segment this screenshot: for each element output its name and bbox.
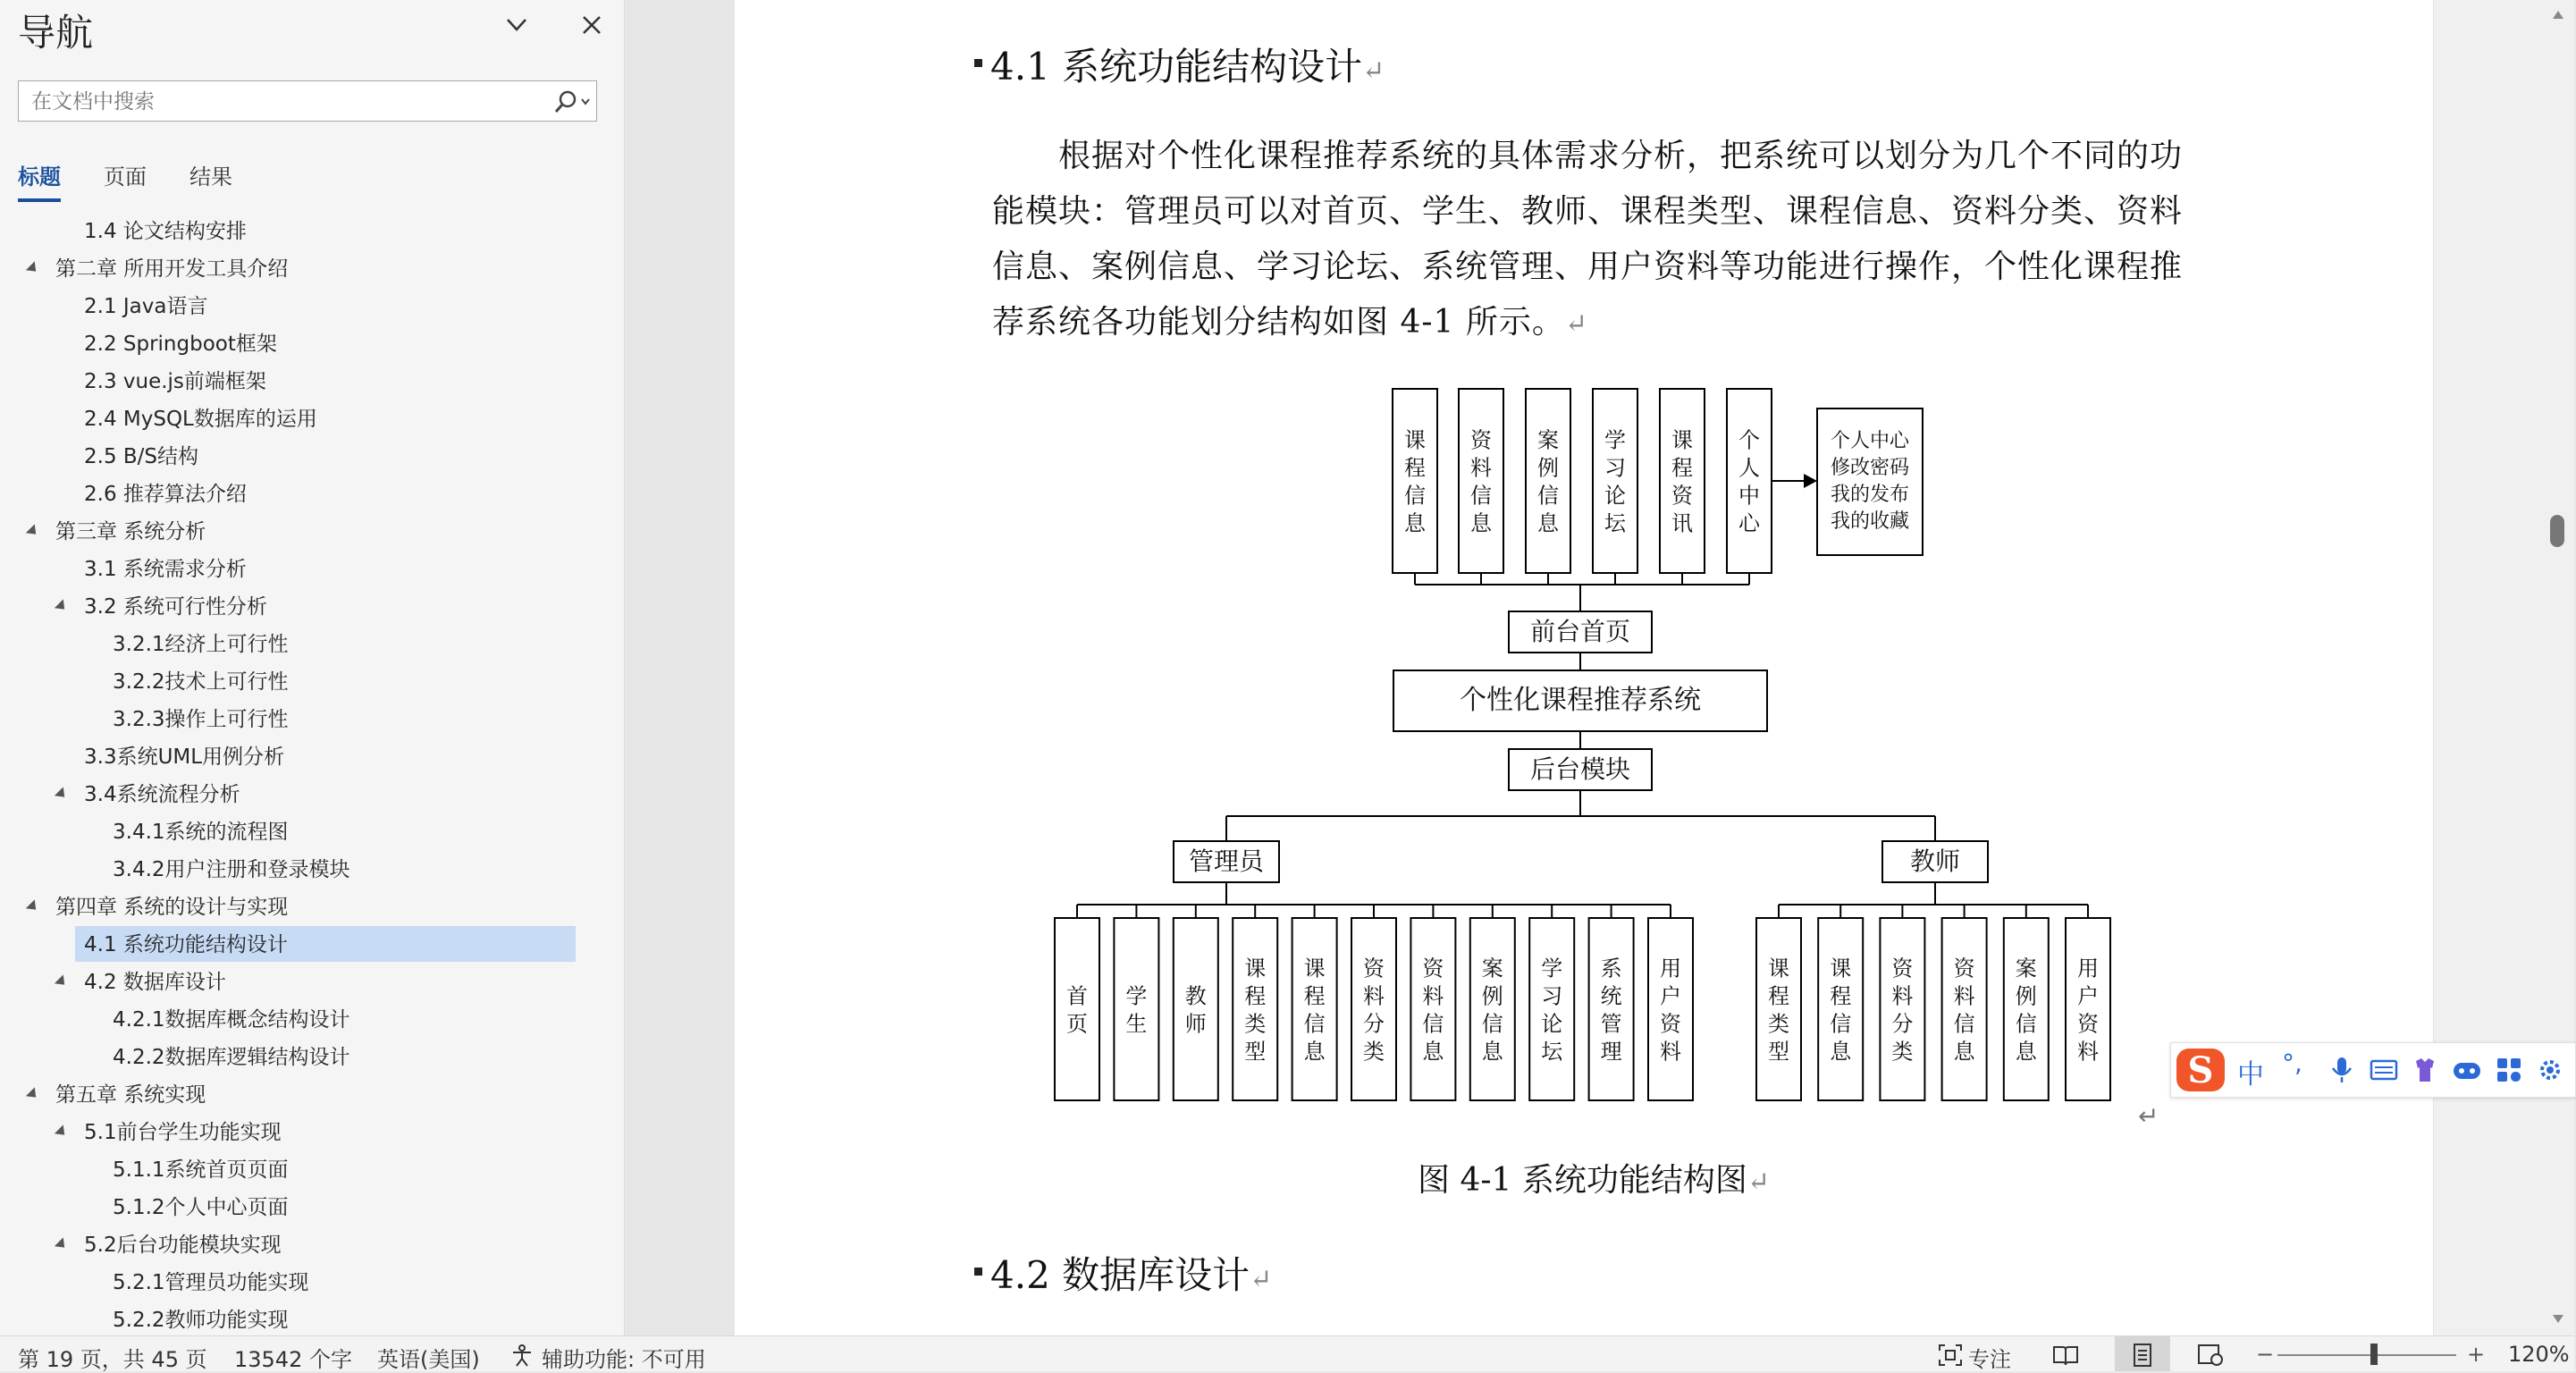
expand-triangle-icon[interactable] (55, 1125, 69, 1139)
admin-module-box-char: 信 (1303, 1011, 1326, 1037)
teacher-module-box-char: 类 (1891, 1039, 1914, 1065)
zoom-slider-thumb[interactable] (2370, 1344, 2378, 1365)
tab-headings[interactable]: 标题 (18, 164, 61, 190)
admin-module-box-char: 类 (1244, 1011, 1267, 1037)
tree-item[interactable]: 3.4.2用户注册和登录模块 (113, 858, 350, 881)
search-icon[interactable] (548, 87, 593, 117)
personal-center-item: 修改密码 (1830, 457, 1910, 479)
front-module-box-char: 例 (1537, 455, 1559, 481)
admin-module-box-char: 例 (1481, 983, 1503, 1009)
ime-toolbar (2170, 1042, 2576, 1098)
teacher-module-box-char: 料 (1953, 983, 1975, 1009)
expand-triangle-icon[interactable] (55, 787, 69, 801)
heading-4-2[interactable]: 4.2 数据库设计↵ (990, 1253, 1273, 1297)
status-bar (0, 1335, 2574, 1371)
teacher-module-box-char: 用 (2077, 956, 2099, 981)
tree-item[interactable]: 3.3系统UML用例分析 (84, 745, 285, 769)
ime-mode[interactable]: 中 (2237, 1059, 2264, 1091)
front-module-box (1526, 389, 1570, 573)
teacher-module-box (2004, 918, 2049, 1100)
front-module-box-char: 息 (1404, 510, 1426, 536)
focus-icon[interactable] (1938, 1344, 1963, 1367)
front-module-box-char: 案 (1537, 427, 1559, 453)
front-module-box-char: 人 (1738, 455, 1760, 481)
teacher-module-box-char: 程 (1768, 983, 1789, 1009)
tree-item[interactable]: 第三章 系统分析 (55, 520, 206, 543)
tree-item[interactable]: 第四章 系统的设计与实现 (55, 896, 289, 919)
svg-text:S: S (2187, 1049, 2214, 1091)
web-layout-icon[interactable] (2197, 1344, 2224, 1367)
tree-item[interactable]: 2.1 Java语言 (84, 295, 208, 318)
front-module-box-char: 资 (1671, 483, 1693, 509)
front-module-box-char: 课 (1404, 427, 1426, 453)
tree-item[interactable]: 5.2后台功能模块实现 (84, 1234, 282, 1257)
navigation-pane (0, 0, 625, 1335)
front-module-box-char: 料 (1470, 455, 1492, 481)
admin-module-box-char: 息 (1303, 1039, 1326, 1065)
tree-item[interactable]: 4.1 系统功能结构设计 (84, 933, 288, 956)
microphone-icon[interactable] (2328, 1056, 2355, 1084)
teacher-module-box-char: 案 (2015, 956, 2037, 981)
scroll-up-icon[interactable] (2550, 7, 2566, 23)
tree-item[interactable]: 2.6 推荐算法介绍 (84, 483, 247, 506)
admin-module-box (1589, 918, 1634, 1100)
tree-item[interactable]: 5.1前台学生功能实现 (84, 1121, 282, 1144)
expand-triangle-icon[interactable] (26, 524, 40, 538)
front-module-box-char: 讯 (1671, 510, 1693, 536)
front-module-box-char: 程 (1671, 455, 1693, 481)
teacher-module-box-char: 信 (2015, 1011, 2037, 1037)
teacher-module-box-char: 户 (2077, 983, 2099, 1009)
function-structure-diagram (1037, 375, 2145, 1108)
expand-triangle-icon[interactable] (55, 599, 69, 613)
admin-module-box (1470, 918, 1515, 1100)
front-module-box-char: 信 (1404, 483, 1426, 509)
admin-module-box (1174, 918, 1218, 1100)
front-module-box (1727, 389, 1772, 573)
tree-item[interactable]: 5.1.1系统首页页面 (113, 1158, 289, 1182)
heading-tree (0, 209, 624, 1332)
settings-icon[interactable] (2536, 1056, 2564, 1084)
figure-caption: 图 4-1 系统功能结构图↵ (1418, 1162, 1771, 1199)
front-module-box (1660, 389, 1705, 573)
admin-module-box-char: 首 (1066, 983, 1088, 1009)
admin-module-box-char: 理 (1600, 1039, 1622, 1065)
nav-title: 导航 (18, 12, 94, 54)
admin-module-box (1114, 918, 1158, 1100)
front-module-box (1593, 389, 1637, 573)
front-module-box-char: 息 (1470, 510, 1492, 536)
admin-module-box-char: 分 (1363, 1011, 1385, 1037)
personal-center-item: 我的发布 (1830, 484, 1910, 506)
admin-module-box-char: 论 (1541, 1011, 1563, 1037)
admin-module-box-char: 型 (1244, 1039, 1267, 1065)
tree-item[interactable]: 3.4系统流程分析 (84, 783, 240, 806)
teacher-module-box-char: 料 (2077, 1039, 2099, 1065)
teacher-module-box-char: 课 (1768, 956, 1789, 981)
tree-item[interactable]: 5.1.2个人中心页面 (113, 1196, 289, 1219)
teacher-module-box-char: 程 (1830, 983, 1852, 1009)
word-count[interactable]: 13542 个字 (234, 1347, 352, 1372)
front-module-box-char: 心 (1738, 510, 1760, 536)
keyboard-icon[interactable] (2370, 1057, 2398, 1082)
admin-module-box-char: 学 (1125, 983, 1148, 1009)
paragraph-mark: ↵ (2138, 1101, 2159, 1131)
teacher-module-box-char: 信 (1830, 1011, 1852, 1037)
teacher-module-box-char: 息 (1953, 1039, 1975, 1065)
sogou-logo-icon[interactable] (2175, 1047, 2227, 1093)
page-count[interactable]: 第 19 页，共 45 页 (18, 1347, 207, 1372)
vertical-scrollbar[interactable] (2434, 0, 2574, 1335)
print-layout-icon (2131, 1344, 2154, 1367)
admin-module-box-char: 资 (1660, 1011, 1681, 1037)
admin-module-box (1648, 918, 1693, 1100)
teacher-module-box-char: 例 (2015, 983, 2037, 1009)
zoom-out-button[interactable]: − (2256, 1342, 2275, 1367)
tree-item[interactable]: 3.4.1系统的流程图 (113, 821, 289, 844)
tree-item[interactable]: 第二章 所用开发工具介绍 (55, 257, 289, 281)
teacher-module-box (1818, 918, 1863, 1100)
expand-triangle-icon[interactable] (26, 261, 40, 275)
admin-module-box (1055, 918, 1099, 1100)
front-module-box (1459, 389, 1503, 573)
admin-module-box-char: 资 (1422, 956, 1444, 981)
front-module-box-char: 程 (1404, 455, 1426, 481)
print-layout-button[interactable] (2115, 1336, 2170, 1371)
zoom-slider[interactable] (2277, 1354, 2456, 1356)
scroll-thumb[interactable] (2550, 515, 2564, 547)
teacher-module-box-char: 型 (1768, 1039, 1789, 1065)
tree-item[interactable]: 5.2.2教师功能实现 (113, 1309, 289, 1332)
zoom-level[interactable]: 120% (2508, 1342, 2570, 1367)
admin-module-box-char: 程 (1244, 983, 1267, 1009)
teacher-module-box-char: 息 (1830, 1039, 1852, 1065)
tree-item[interactable]: 3.2.1经济上可行性 (113, 633, 289, 656)
admin-module-box-char: 学 (1541, 956, 1563, 981)
admin-module-box-char: 户 (1660, 983, 1681, 1009)
arrow-head (1804, 474, 1817, 488)
tree-item[interactable]: 4.2.2数据库逻辑结构设计 (113, 1046, 350, 1069)
search-box (18, 80, 597, 122)
front-module-box-char: 中 (1738, 483, 1760, 509)
tab-pages[interactable]: 页面 (104, 164, 147, 190)
admin-module-box-char: 课 (1244, 956, 1267, 981)
admin-module-box-char: 类 (1363, 1039, 1385, 1065)
language[interactable]: 英语(美国) (377, 1347, 480, 1372)
heading-marker (974, 59, 982, 67)
admin-module-box-char: 信 (1481, 1011, 1503, 1037)
admin-module-box-char: 习 (1541, 983, 1563, 1009)
front-module-box-char: 个 (1738, 427, 1760, 453)
tree-item[interactable]: 4.2 数据库设计 (84, 971, 226, 994)
admin-module-box-char: 教 (1184, 983, 1207, 1009)
front-module-box-char: 信 (1537, 483, 1559, 509)
front-module-box-char: 课 (1671, 427, 1693, 453)
admin-module-box-char: 程 (1303, 983, 1326, 1009)
admin-module-box-char: 信 (1422, 1011, 1444, 1037)
admin-module-box-char: 料 (1363, 983, 1385, 1009)
admin-module-box-char: 资 (1363, 956, 1385, 981)
teacher-module-box (2066, 918, 2110, 1100)
tree-item[interactable]: 3.2 系统可行性分析 (84, 595, 267, 619)
tree-item[interactable]: 5.2.1管理员功能实现 (113, 1271, 309, 1294)
admin-module-box-char: 案 (1481, 956, 1503, 981)
admin-module-box-char: 生 (1125, 1011, 1148, 1037)
expand-triangle-icon[interactable] (26, 1087, 40, 1101)
accessibility-icon (509, 1344, 535, 1367)
admin-module-box-char: 料 (1660, 1039, 1681, 1065)
tree-item[interactable]: 2.5 B/S结构 (84, 445, 199, 468)
admin-module-box-char: 息 (1481, 1039, 1503, 1065)
zoom-in-button[interactable]: + (2467, 1342, 2486, 1367)
front-module-box-char: 习 (1604, 455, 1626, 481)
teacher-module-box-char: 息 (2015, 1039, 2037, 1065)
tree-item[interactable]: 3.1 系统需求分析 (84, 558, 247, 581)
active-tab-indicator (18, 198, 61, 202)
tree-item[interactable]: 3.2.2技术上可行性 (113, 670, 289, 694)
admin-module-box (1292, 918, 1337, 1100)
admin-module-box-char: 系 (1600, 956, 1622, 981)
admin-module-box-char: 统 (1600, 983, 1622, 1009)
front-module-box-char: 论 (1604, 483, 1626, 509)
admin-module-box-char: 息 (1422, 1039, 1444, 1065)
teacher-module-box-char: 类 (1768, 1011, 1789, 1037)
teacher-module-box-char: 资 (1953, 956, 1975, 981)
teacher-module-box (1880, 918, 1924, 1100)
tree-item[interactable]: 4.2.1数据库概念结构设计 (113, 1008, 350, 1032)
tab-results[interactable]: 结果 (189, 164, 232, 190)
expand-triangle-icon[interactable] (55, 1237, 69, 1251)
search-input[interactable] (29, 81, 551, 122)
front-module-box-char: 息 (1537, 510, 1559, 536)
admin-label: 管理员 (1188, 847, 1265, 876)
back-module-label: 后台模块 (1529, 754, 1631, 784)
heading-4-1[interactable]: 4.1 系统功能结构设计↵ (990, 45, 1385, 88)
tree-item[interactable]: 3.2.3操作上可行性 (113, 708, 289, 731)
front-module-box-char: 学 (1604, 427, 1626, 453)
teacher-module-box-char: 信 (1953, 1011, 1975, 1037)
front-home-label: 前台首页 (1529, 617, 1631, 646)
front-module-box (1393, 389, 1437, 573)
teacher-module-box-char: 资 (1891, 956, 1914, 981)
personal-center-item: 个人中心 (1830, 430, 1910, 452)
personal-center-item: 我的收藏 (1830, 510, 1910, 533)
admin-module-box-char: 页 (1066, 1011, 1088, 1037)
skin-icon[interactable] (2411, 1056, 2439, 1084)
admin-module-box (1529, 918, 1574, 1100)
focus-mode[interactable]: 专注 (1968, 1347, 2011, 1372)
read-mode-icon[interactable] (2052, 1344, 2079, 1367)
scroll-down-icon[interactable] (2550, 1310, 2566, 1327)
chevron-down-icon[interactable] (501, 9, 533, 41)
teacher-module-box (1942, 918, 1987, 1100)
admin-module-box-char: 管 (1600, 1011, 1622, 1037)
system-label: 个性化课程推荐系统 (1460, 685, 1701, 716)
admin-module-box (1351, 918, 1396, 1100)
admin-module-box-char: 师 (1184, 1011, 1207, 1037)
teacher-module-box-char: 资 (2077, 1011, 2099, 1037)
admin-module-box-char: 用 (1660, 956, 1681, 981)
front-module-box-char: 坛 (1604, 510, 1626, 536)
expand-triangle-icon[interactable] (55, 974, 69, 989)
teacher-module-box-char: 料 (1891, 983, 1914, 1009)
front-module-box-char: 资 (1470, 427, 1492, 453)
teacher-module-box-char: 分 (1891, 1011, 1914, 1037)
close-icon[interactable] (576, 9, 608, 41)
teacher-module-box (1756, 918, 1801, 1100)
teacher-label: 教师 (1909, 847, 1961, 876)
accessibility-status[interactable]: 辅助功能: 不可用 (542, 1347, 706, 1372)
expand-triangle-icon[interactable] (26, 899, 40, 914)
admin-module-box (1410, 918, 1455, 1100)
body-paragraph[interactable]: 根据对个性化课程推荐系统的具体需求分析，把系统可以划分为几个不同的功能模块：管理员可以对首页、学生、教师、课程类型、课程信息、资料分类、资料信息、案例信息、学习论坛、系统管理、用户资料等功能进行操作，个性化课程推荐系统各功能划分结构如图 4-1 所示。↵ (992, 138, 2184, 341)
tree-item[interactable]: 2.3 vue.js前端框架 (84, 370, 266, 393)
tree-item[interactable]: 1.4 论文结构安排 (84, 220, 247, 243)
teacher-module-box-char: 课 (1830, 956, 1852, 981)
heading-marker (974, 1268, 982, 1276)
tree-item[interactable]: 2.2 Springboot框架 (84, 333, 277, 356)
admin-module-box-char: 坛 (1541, 1039, 1563, 1065)
admin-module-box (1233, 918, 1277, 1100)
apps-icon[interactable] (2495, 1056, 2523, 1084)
game-icon[interactable] (2452, 1057, 2482, 1082)
tree-item[interactable]: 2.4 MySQL数据库的运用 (84, 408, 317, 431)
front-module-box-char: 信 (1470, 483, 1492, 509)
ime-punctuation[interactable]: °, (2282, 1049, 2302, 1078)
admin-module-box-char: 课 (1303, 956, 1326, 981)
tree-item[interactable]: 第五章 系统实现 (55, 1083, 206, 1107)
admin-module-box-char: 料 (1422, 983, 1444, 1009)
